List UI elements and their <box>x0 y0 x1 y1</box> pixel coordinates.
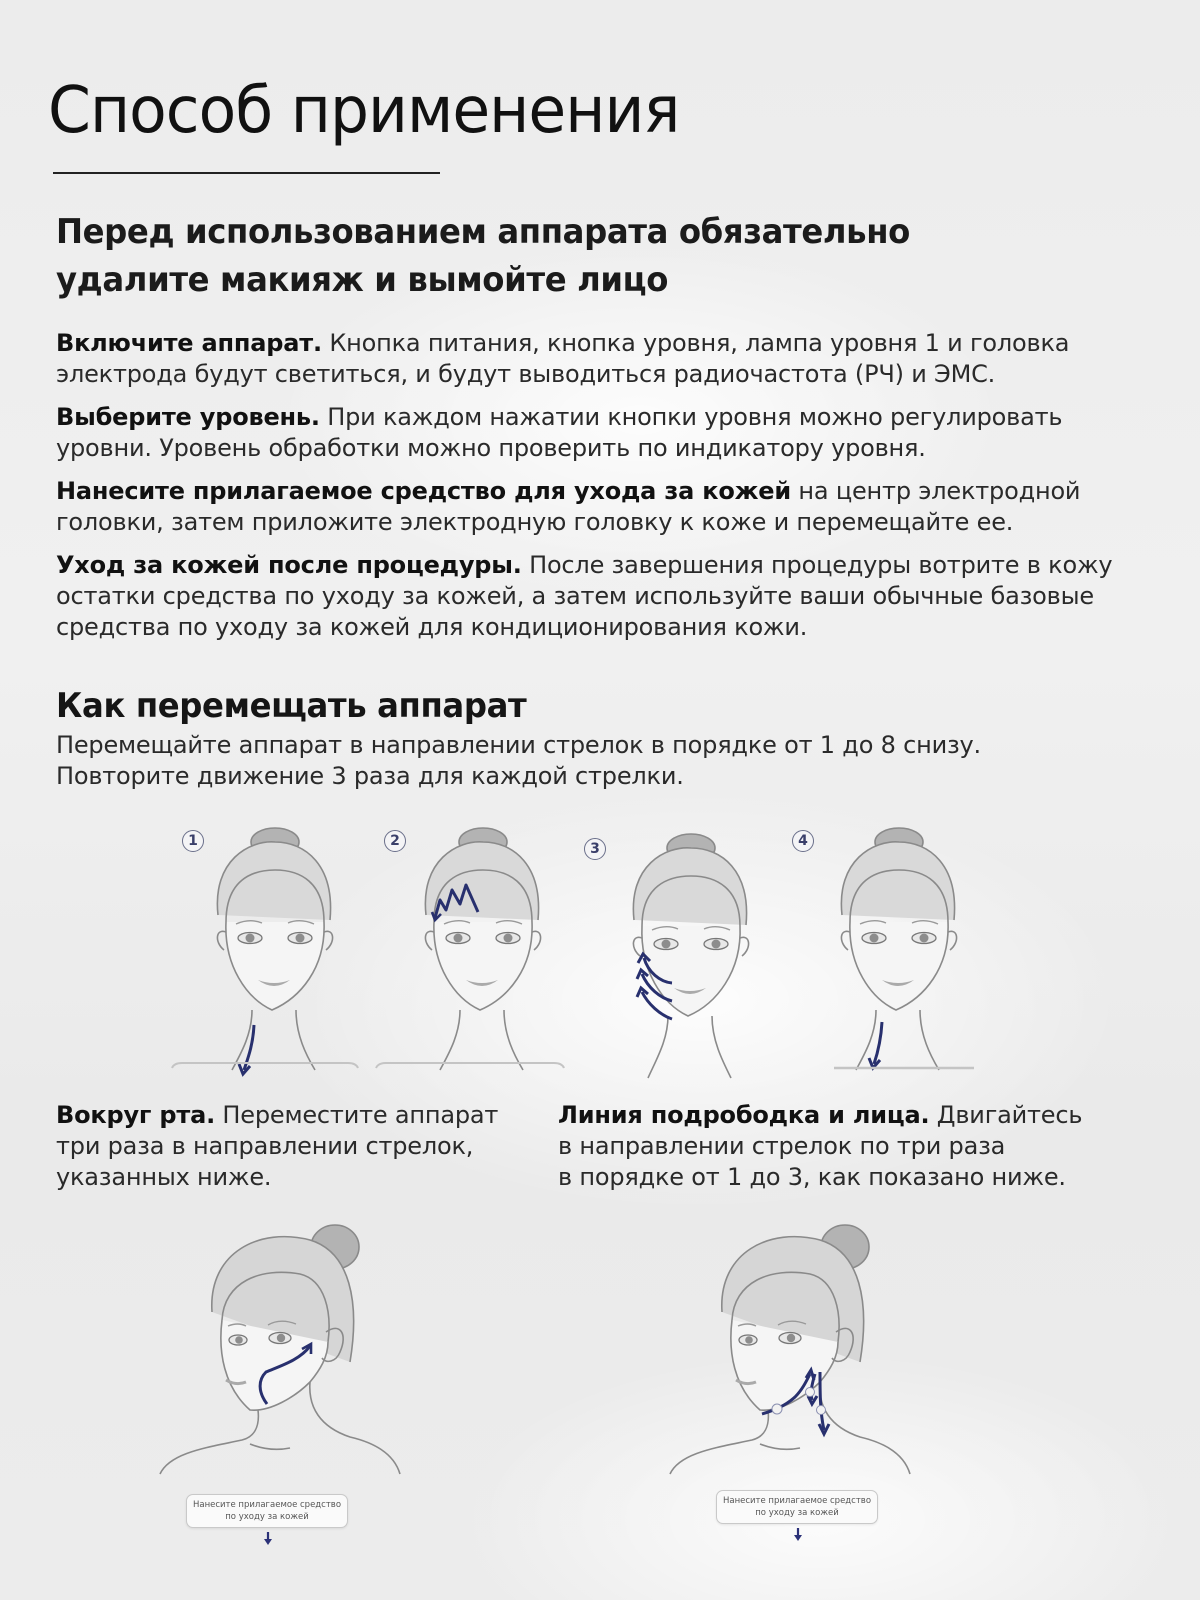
prep-warning-line-1: Перед использованием аппарата обязательно <box>56 212 910 252</box>
prep-warning <box>56 208 910 304</box>
step-text: на центр электродной головки, затем приложите электродную головку к коже и перемещайте ее. <box>56 477 1081 536</box>
diagram-1 <box>160 820 370 1080</box>
section-text: в направлении стрелок по три раза <box>558 1132 1006 1160</box>
around-mouth-diagram <box>150 1212 410 1482</box>
title-divider <box>53 172 440 174</box>
three-quarter-face-jawline-arrows-icon <box>660 1212 920 1482</box>
caption-line-2: по уходу за кожей <box>225 1512 309 1522</box>
step-lead: Включите аппарат. <box>56 329 322 357</box>
step-text: Кнопка питания, кнопка уровня, лампа уровня 1 и головка электрода будут светиться, и будут выводиться радиочастота (РЧ) и ЭМС. <box>56 329 1070 388</box>
apply-product-caption <box>716 1490 878 1524</box>
step-lead: Уход за кожей после процедуры. <box>56 551 522 579</box>
usage-steps <box>56 328 1156 655</box>
section-lead: Линия подрободка и лица. <box>558 1101 930 1129</box>
step-number-badge: 2 <box>384 830 406 852</box>
down-arrow-icon <box>263 1532 273 1546</box>
section-lead: Вокруг рта. <box>56 1101 215 1129</box>
three-quarter-face-mouth-arrow-icon <box>150 1212 410 1482</box>
diagram-4 <box>784 820 994 1080</box>
page-title: Способ применения <box>48 74 680 148</box>
face-illustration-icon <box>784 820 994 1080</box>
jawline-instructions <box>558 1100 1118 1193</box>
step-apply-product <box>56 476 1156 538</box>
movement-intro-line-2: Повторите движение 3 раза для каждой стрелки. <box>56 762 684 790</box>
around-mouth-instructions <box>56 1100 526 1193</box>
movement-intro <box>56 730 981 792</box>
face-illustration-icon <box>576 820 786 1080</box>
face-illustration-icon <box>368 820 578 1080</box>
face-illustration-icon <box>160 820 370 1080</box>
step-lead: Выберите уровень. <box>56 403 320 431</box>
caption-line-1: Нанесите прилагаемое средство <box>722 1496 872 1506</box>
down-arrow-icon <box>793 1528 803 1542</box>
step-number-badge: 3 <box>584 838 606 860</box>
step-number-badge: 1 <box>182 830 204 852</box>
movement-diagrams <box>160 820 1000 1080</box>
section-text: указанных ниже. <box>56 1163 272 1191</box>
step-text: После завершения процедуры вотрите в кожу остатки средства по уходу за кожей, а затем используйте ваши обычные базовые средства по уходу за кожей для кондиционирования кожи. <box>56 551 1113 641</box>
diagram-2 <box>368 820 578 1080</box>
diagram-3 <box>576 820 786 1080</box>
movement-heading: Как перемещать аппарат <box>56 686 527 726</box>
step-power-on <box>56 328 1156 390</box>
jawline-diagram <box>660 1212 920 1482</box>
step-text: При каждом нажатии кнопки уровня можно регулировать уровни. Уровень обработки можно проверить по индикатору уровня. <box>56 403 1063 462</box>
apply-product-caption <box>186 1494 348 1528</box>
movement-intro-line-1: Перемещайте аппарат в направлении стрелок в порядке от 1 до 8 снизу. <box>56 731 981 759</box>
prep-warning-line-2: удалите макияж и вымойте лицо <box>56 260 669 300</box>
section-text: в порядке от 1 до 3, как показано ниже. <box>558 1163 1066 1191</box>
step-select-level <box>56 402 1156 464</box>
step-aftercare <box>56 550 1156 643</box>
step-lead: Нанесите прилагаемое средство для ухода за кожей <box>56 477 791 505</box>
section-text: Переместите аппарат <box>215 1101 499 1129</box>
section-text: Двигайтесь <box>929 1101 1083 1129</box>
caption-line-2: по уходу за кожей <box>755 1508 839 1518</box>
caption-line-1: Нанесите прилагаемое средство <box>192 1500 342 1510</box>
step-number-badge: 4 <box>792 830 814 852</box>
section-text: три раза в направлении стрелок, <box>56 1132 474 1160</box>
